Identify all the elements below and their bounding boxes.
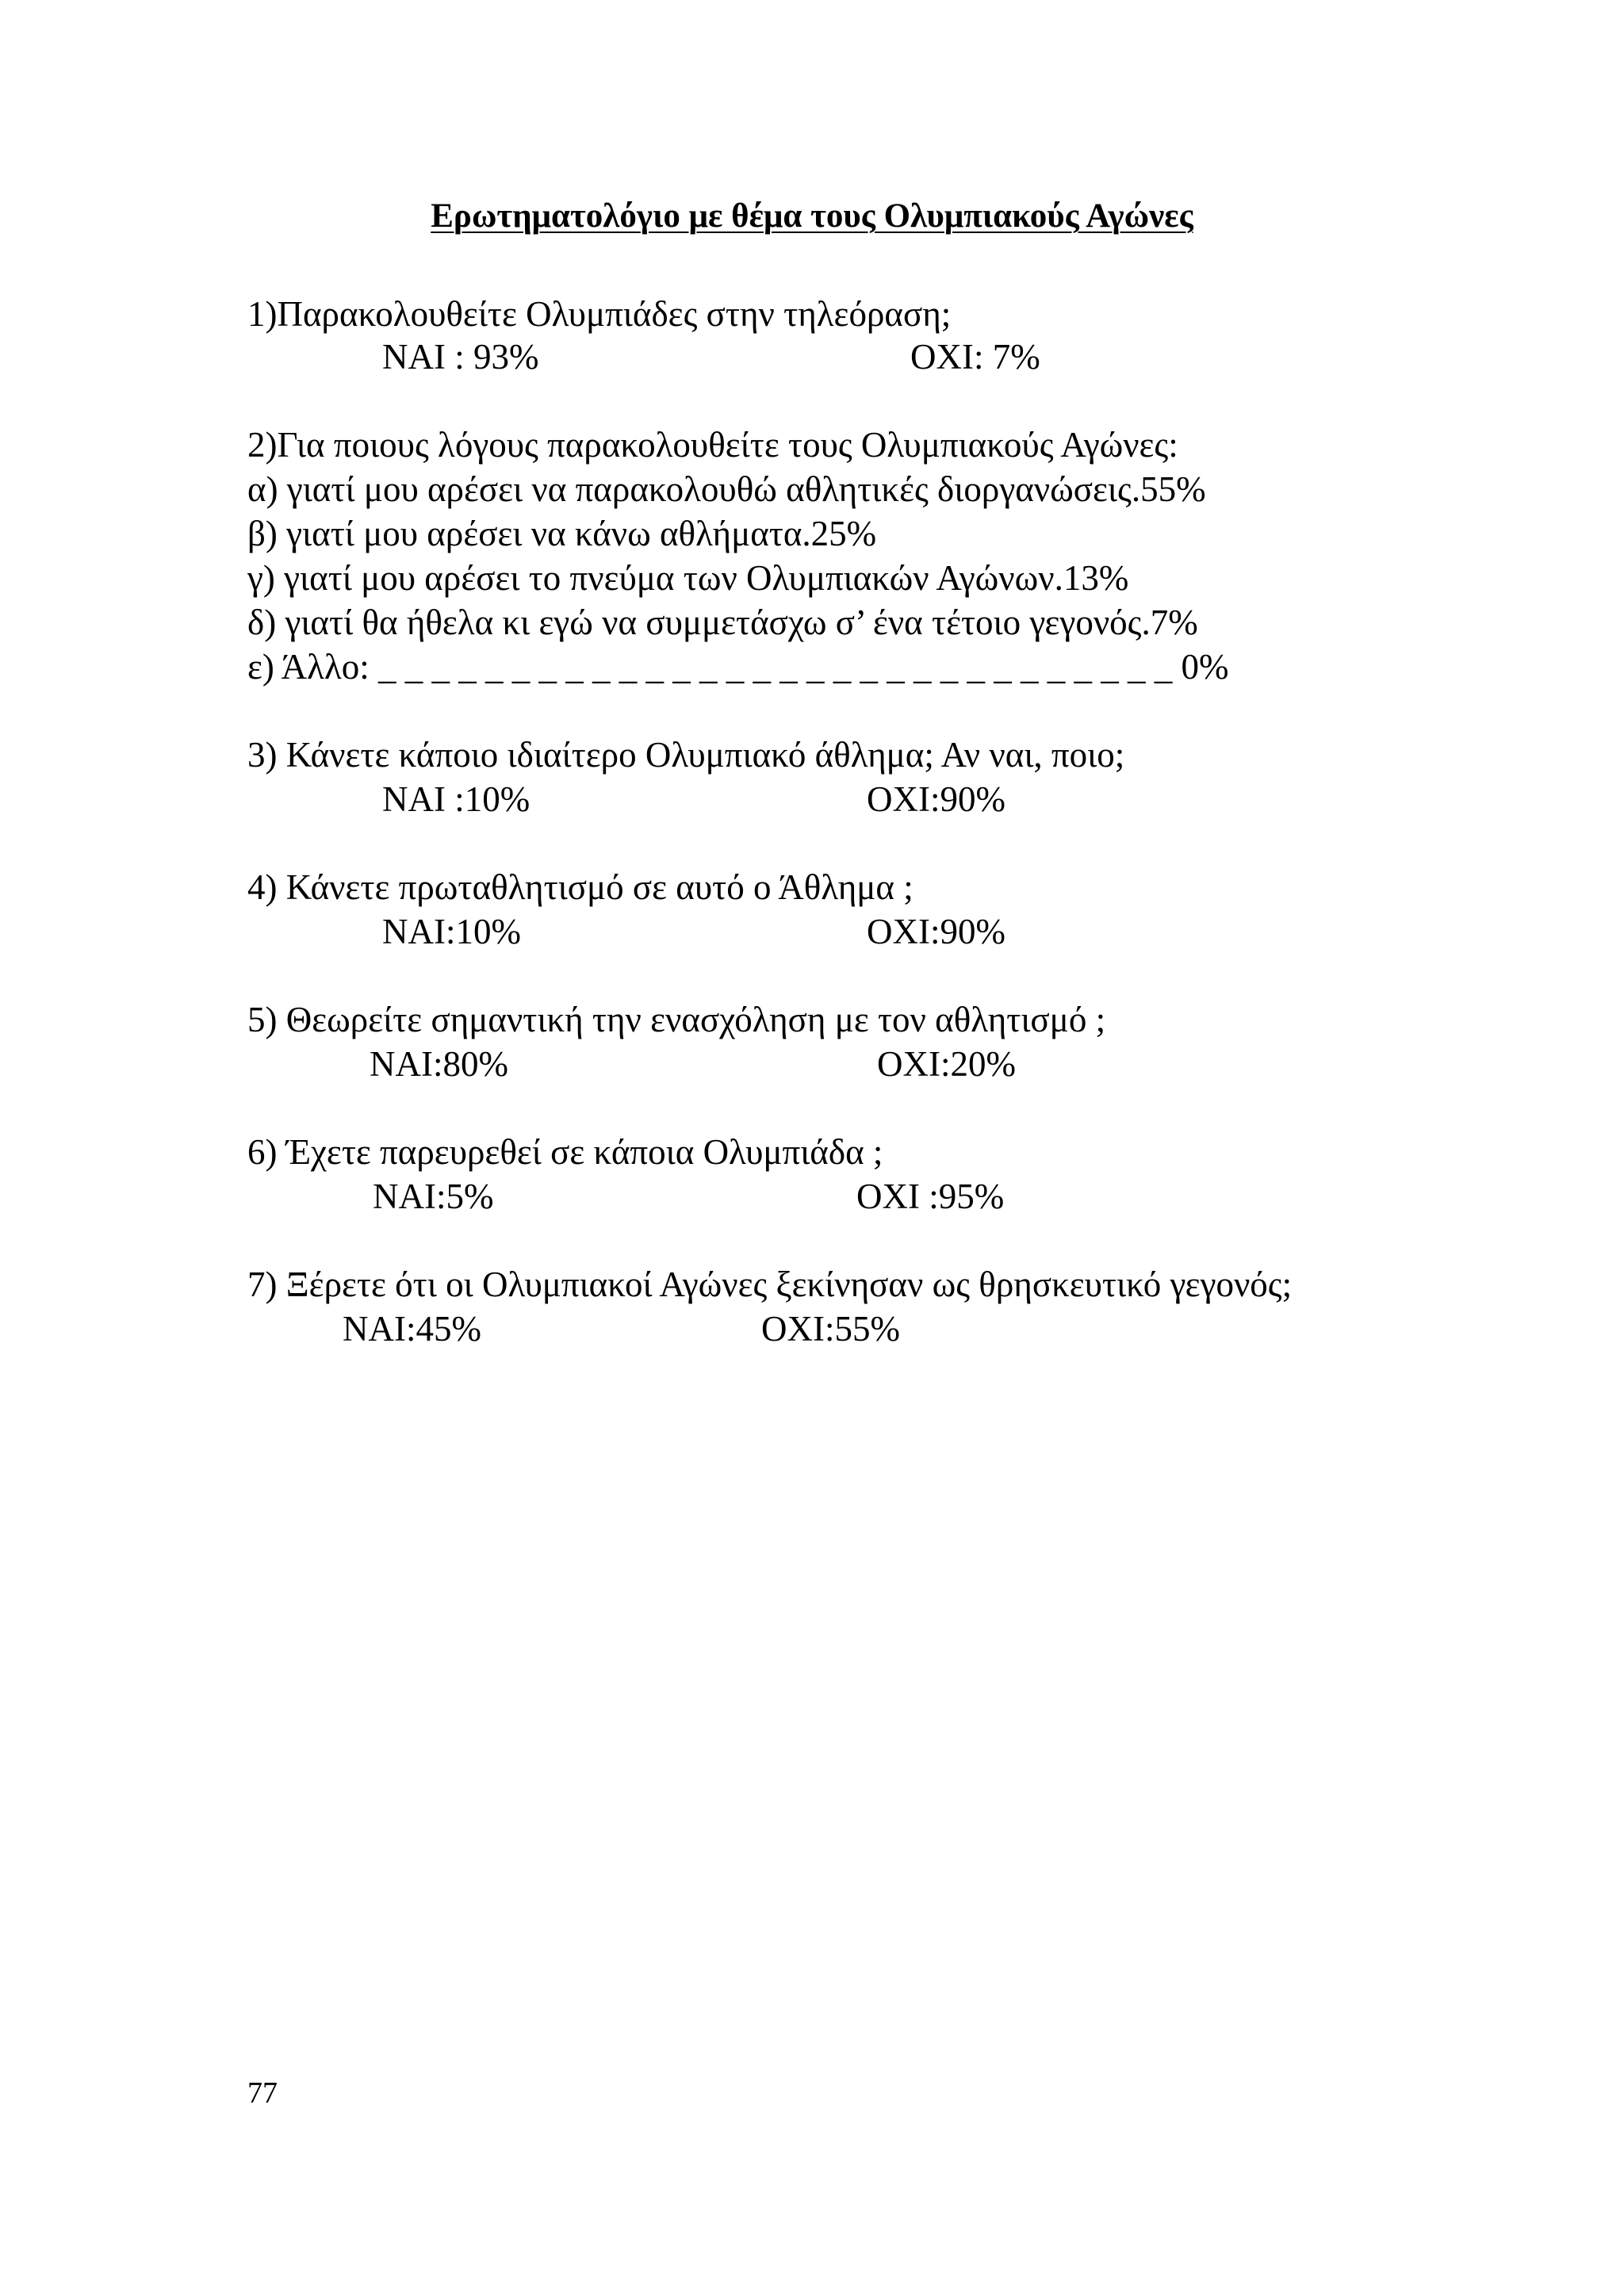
question-5-no: ΟΧΙ:20% — [877, 1044, 1016, 1084]
question-2-option-b: β) γιατί μου αρέσει να κάνω αθλήματα.25% — [247, 514, 877, 553]
question-6-yes: ΝΑΙ:5% — [373, 1177, 494, 1216]
question-1-yes: ΝΑΙ : 93% — [382, 337, 539, 377]
question-5: 5) Θεωρείτε σημαντική την ενασχόληση με τον αθλητισμό ; — [247, 1000, 1106, 1039]
question-7-yes: ΝΑΙ:45% — [343, 1309, 481, 1349]
question-6-no: ΟΧΙ :95% — [856, 1177, 1005, 1216]
question-1: 1)Παρακολουθείτε Ολυμπιάδες στην τηλεόραση; — [247, 294, 952, 334]
question-2-option-d: δ) γιατί θα ήθελα κι εγώ να συμμετάσχω σ’ ένα τέτοιο γεγονός.7% — [247, 603, 1198, 642]
question-4: 4) Κάνετε πρωταθλητισμό σε αυτό ο Άθλημα ; — [247, 867, 914, 907]
question-6: 6) Έχετε παρευρεθεί σε κάποια Ολυμπιάδα ; — [247, 1132, 883, 1172]
question-3: 3) Κάνετε κάποιο ιδιαίτερο Ολυμπιακό άθλημα; Αν ναι, ποιο; — [247, 735, 1125, 775]
question-7: 7) Ξέρετε ότι οι Ολυμπιακοί Αγώνες ξεκίνησαν ως θρησκευτικό γεγονός; — [247, 1265, 1293, 1304]
question-4-yes: ΝΑΙ:10% — [382, 912, 521, 951]
question-5-yes: ΝΑΙ:80% — [370, 1044, 508, 1084]
question-1-no: ΟΧΙ: 7% — [910, 337, 1040, 377]
document-title: Ερωτηματολόγιο με θέμα τους Ολυμπιακούς Αγώνες — [431, 197, 1193, 235]
question-4-no: ΟΧΙ:90% — [867, 912, 1005, 951]
question-2-option-c: γ) γιατί μου αρέσει το πνεύμα των Ολυμπιακών Αγώνων.13% — [247, 558, 1129, 598]
question-2-option-a: α) γιατί μου αρέσει να παρακολουθώ αθλητικές διοργανώσεις.55% — [247, 469, 1206, 509]
question-3-yes: ΝΑΙ :10% — [382, 779, 530, 819]
page-number: 77 — [247, 2076, 278, 2110]
question-2: 2)Για ποιους λόγους παρακολουθείτε τους Ολυμπιακούς Αγώνες: — [247, 425, 1178, 465]
question-3-no: ΟΧΙ:90% — [867, 779, 1005, 819]
question-2-option-e: ε) Άλλο: _ _ _ _ _ _ _ _ _ _ _ _ _ _ _ _ _ _ _ _ _ _ _ _ _ _ _ _ _ _ 0% — [247, 647, 1229, 687]
question-7-no: ΟΧΙ:55% — [761, 1309, 900, 1349]
